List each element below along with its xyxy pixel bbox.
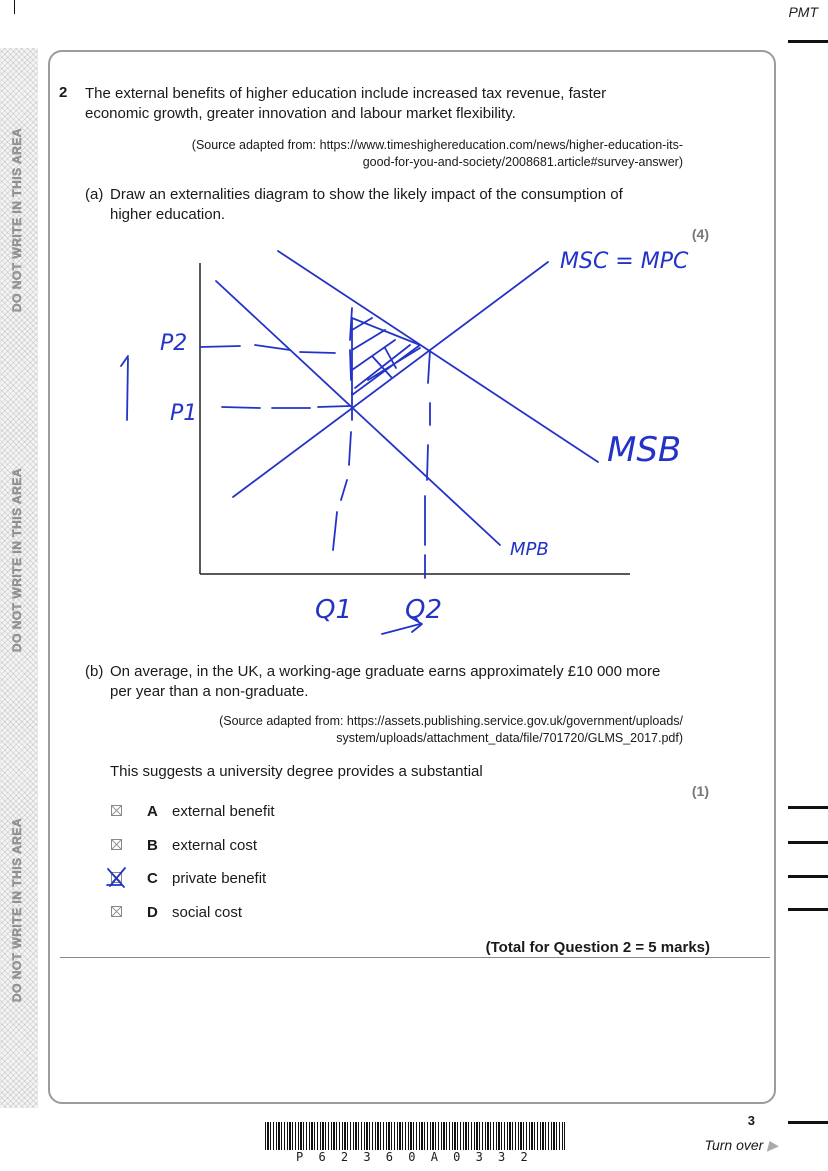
msc-label: MSC = MPC (560, 249, 689, 274)
question-total: (Total for Question 2 = 5 marks) (485, 939, 710, 956)
source-line: good-for-you-and-society/2008681.article#survey-answer) (362, 155, 683, 169)
msb-label: MSB (607, 430, 682, 470)
pmt-label: PMT (788, 4, 818, 20)
option-text: private benefit (172, 870, 267, 887)
option-letter: B (147, 837, 158, 854)
turn-over[interactable] (704, 1137, 778, 1154)
p1-label: P1 (170, 401, 198, 426)
option-text: social cost (172, 904, 243, 921)
barcode (265, 1122, 565, 1150)
margin-warning: DO NOT WRITE IN THIS AREA (10, 128, 24, 313)
p2-label: P2 (160, 331, 188, 356)
p2-dashed-line (200, 345, 335, 353)
option-d[interactable] (108, 903, 368, 925)
q1-label: Q1 (315, 595, 353, 625)
turn-over-label: Turn over (704, 1137, 764, 1153)
part-a-marks: (4) (691, 226, 709, 242)
option-b[interactable] (108, 836, 368, 858)
part-b-line: per year than a non-graduate. (110, 683, 309, 700)
msb-curve (278, 251, 598, 462)
total-divider (60, 957, 770, 958)
question-number: 2 (59, 84, 68, 101)
part-b-label: (b) (85, 663, 104, 680)
option-letter: A (147, 803, 158, 820)
source-line: system/uploads/attachment_data/file/701720/GLMS_2017.pdf) (336, 731, 683, 745)
mpb-label: MPB (510, 539, 549, 560)
source-citation-b (219, 713, 683, 747)
msc-curve (233, 262, 548, 497)
p1-dashed-line (222, 406, 350, 408)
checkbox[interactable] (111, 805, 122, 816)
registration-bar (788, 875, 828, 878)
question-intro-line: The external benefits of higher education include increased tax revenue, faster (85, 85, 607, 102)
q2-label: Q2 (405, 595, 443, 625)
part-a-line: higher education. (110, 206, 226, 223)
option-letter: C (147, 870, 158, 887)
page-number: 3 (747, 1113, 755, 1128)
checkbox[interactable] (111, 839, 122, 850)
option-a[interactable] (108, 802, 368, 824)
registration-bar (788, 908, 828, 911)
checkbox[interactable] (111, 906, 122, 917)
price-increase-arrow (121, 356, 136, 420)
margin-warning: DO NOT WRITE IN THIS AREA (10, 468, 24, 653)
handwritten-cross-mark (104, 865, 130, 891)
registration-bar (788, 841, 828, 844)
part-b-marks: (1) (691, 783, 709, 799)
registration-bar (788, 806, 828, 809)
option-c[interactable] (108, 869, 368, 891)
option-text: external benefit (172, 803, 275, 820)
part-b-stem: This suggests a university degree provides a substantial (110, 763, 483, 780)
part-b-text (110, 662, 660, 702)
question-intro-line: economic growth, greater innovation and labour market flexibility. (85, 105, 516, 122)
registration-bar (788, 1121, 828, 1124)
margin-warning: DO NOT WRITE IN THIS AREA (10, 818, 24, 1003)
part-a-label: (a) (85, 186, 104, 203)
q1-dashed-line (333, 308, 352, 550)
source-line: (Source adapted from: https://www.timeshighereducation.com/news/higher-education-its- (191, 138, 683, 152)
option-letter: D (147, 904, 158, 921)
option-text: external cost (172, 837, 258, 854)
play-arrow-icon: ▶ (767, 1137, 778, 1153)
source-line: (Source adapted from: https://assets.publishing.service.gov.uk/government/uploads/ (219, 714, 683, 728)
part-b-line: On average, in the UK, a working-age graduate earns approximately £10 000 more (110, 663, 661, 680)
q2-dashed-line (425, 350, 430, 578)
part-a-line: Draw an externalities diagram to show the likely impact of the consumption of (110, 186, 623, 203)
barcode-text: P 6 2 3 6 0 A 0 3 3 2 (296, 1150, 532, 1164)
